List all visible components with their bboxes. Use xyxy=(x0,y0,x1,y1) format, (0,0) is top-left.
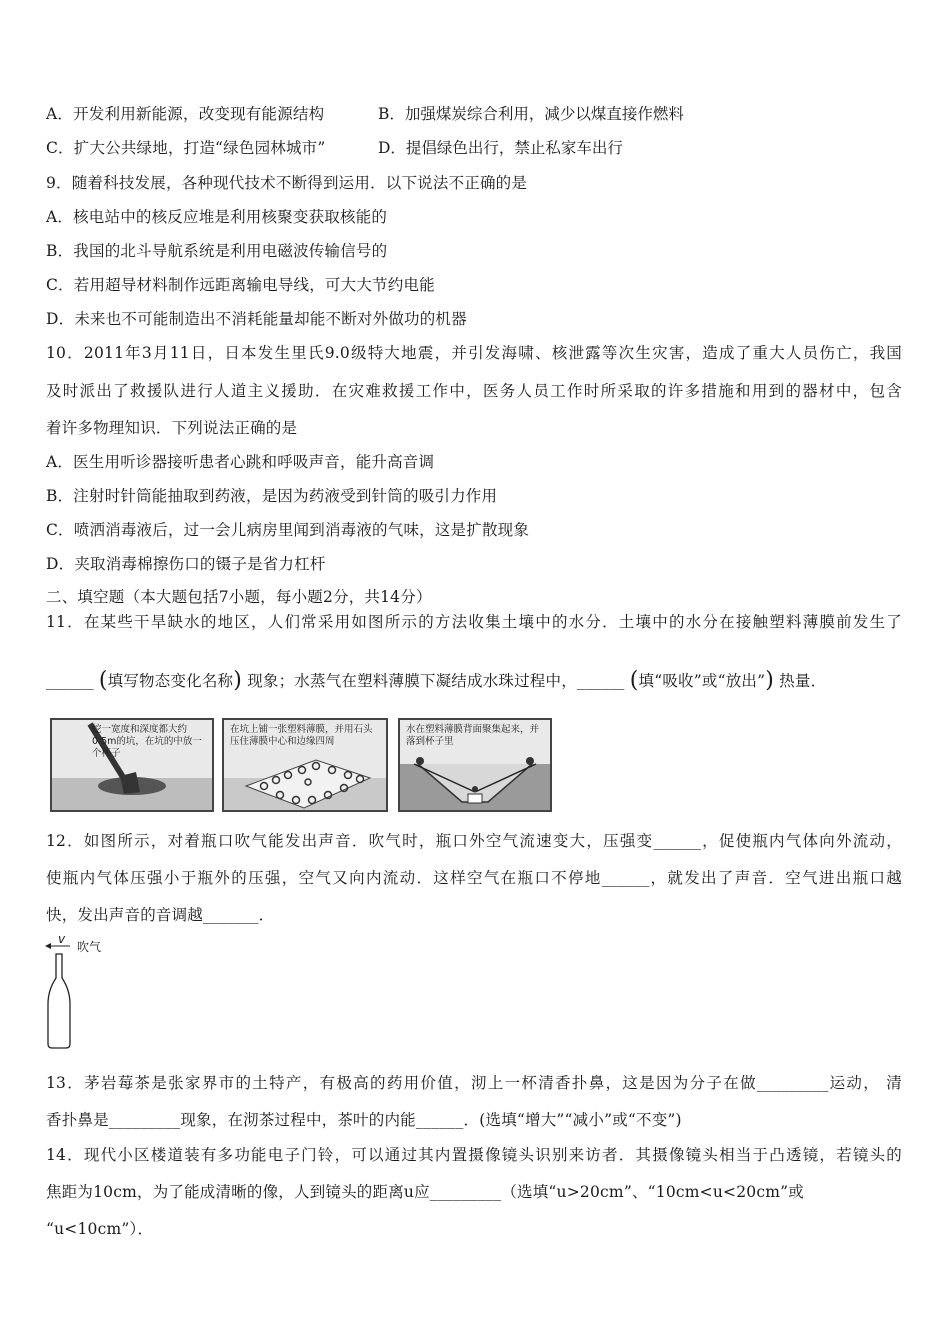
q8-option-d: D．提倡绿色出行，禁止私家车出行 xyxy=(378,139,623,157)
q11-stem-line1: 11．在某些干旱缺水的地区，人们常采用如图所示的方法收集土壤中的水分．土壤中的水分在接触塑料薄膜前发生了 xyxy=(46,613,902,631)
q10-stem-line1: 10．2011年3月11日，日本发生里氏9.0级特大地震，并引发海啸、核泄露等次生灾害，造成了重大人员伤亡，我国 xyxy=(46,344,902,362)
q10-stem-line2: 及时派出了救援队进行人道主义援助．在灾难救援工作中，医务人员工作时所采取的许多措施和用到的器材中，包含 xyxy=(46,382,902,400)
q12-line2: 使瓶内气体压强小于瓶外的压强，空气又向内流动．这样空气在瓶口不停地______，就发出了声音．空气进出瓶口越 xyxy=(46,869,902,887)
q11-paren1-close: ) xyxy=(233,668,243,693)
q14-line2: 焦距为10cm，为了能成清晰的像，人到镜头的距离u应_________（选填“u>20cm”、“10cm<u<20cm”或 xyxy=(46,1183,804,1201)
q11-hint1: 填写物态变化名称 xyxy=(107,672,234,690)
q14-line1: 14．现代小区楼道装有多功能电子门铃，可以通过其内置摄像镜头识别来访者．其摄像镜头相当于凸透镜，若镜头的 xyxy=(46,1146,902,1164)
q10-option-b: B．注射时针筒能抽取到药液，是因为药液受到针筒的吸引力作用 xyxy=(46,487,498,505)
q9-option-b: B．我国的北斗导航系统是利用电磁波传输信号的 xyxy=(46,242,388,260)
q8-option-a: A．开发利用新能源，改变现有能源结构 xyxy=(46,105,325,123)
q11-blank2: ______ xyxy=(576,672,625,690)
q10-option-c: C．喷洒消毒液后，过一会儿病房里闻到消毒液的气味，这是扩散现象 xyxy=(46,521,530,539)
q9-option-d: D．未来也不可能制造出不消耗能量却能不断对外做功的机器 xyxy=(46,310,467,328)
q11-paren2-open: ( xyxy=(629,668,639,693)
section2-title: 二、填空题（本大题包括7小题，每小题2分，共14分） xyxy=(46,588,432,606)
q12-blow-label: 吹气 xyxy=(77,940,102,954)
q11-figure-cover-film xyxy=(222,718,388,812)
q14-line3: “u<10cm”）． xyxy=(46,1220,154,1238)
q10-stem-line3: 着许多物理知识．下列说法正确的是 xyxy=(46,419,298,437)
q11-figure2-caption: 在坑上铺一张塑料薄膜，并用石头压住薄膜中心和边缘四周 xyxy=(230,724,373,747)
q8-option-c: C．扩大公共绿地，打造“绿色园林城市” xyxy=(46,139,326,157)
q11-figure-dig-pit xyxy=(50,718,214,812)
q10-option-a: A．医生用听诊器接听患者心跳和呼吸声音，能升高音调 xyxy=(46,453,435,471)
q12-line1: 12．如图所示，对着瓶口吹气能发出声音．吹气时，瓶口外空气流速变大，压强变______，促使瓶内气体向外流动， xyxy=(46,832,902,850)
q9-stem: 9．随着科技发展，各种现代技术不断得到运用．以下说法不正确的是 xyxy=(46,174,528,192)
q11-figure1-caption: 挖一宽度和深度都大约0.5m的坑，在坑的中放一个杯子 xyxy=(92,724,202,759)
q11-paren1-open: ( xyxy=(98,668,108,693)
q13-line1: 13．茅岩莓茶是张家界市的土特产，有极高的药用价值，沏上一杯清香扑鼻，这是因为分子在做_________运动， 清 xyxy=(46,1074,902,1092)
q9-option-a: A．核电站中的核反应堆是利用核聚变获取核能的 xyxy=(46,208,388,226)
q12-bottle-figure xyxy=(40,932,120,1052)
q9-option-c: C．若用超导材料制作远距离输电导线，可大大节约电能 xyxy=(46,276,435,294)
q11-paren2-close: ) xyxy=(765,668,775,693)
q11-figure-collect-water xyxy=(398,718,552,812)
q11-hint2: 填“吸收”或“放出” xyxy=(638,672,766,690)
q11-figure3-caption: 水在塑料薄膜背面聚集起来，并落到杯子里 xyxy=(406,724,540,747)
q11-stem-line2 xyxy=(46,668,826,693)
q11-mid-text: 现象；水蒸气在塑料薄膜下凝结成水珠过程中， xyxy=(247,672,577,690)
q11-blank1: ______ xyxy=(46,672,94,690)
q12-line3: 快，发出声音的音调越_______． xyxy=(46,906,275,924)
q10-option-d: D．夹取消毒棉擦伤口的镊子是省力杠杆 xyxy=(46,555,326,573)
q12-velocity-label: v xyxy=(58,932,66,946)
q8-option-b: B．加强煤炭综合利用，减少以煤直接作燃料 xyxy=(378,105,684,123)
q13-line2: 香扑鼻是_________现象，在沏茶过程中，茶叶的内能______．(选填“增大”“减小”或“不变”) xyxy=(46,1111,682,1129)
q11-end-text: 热量． xyxy=(779,672,827,690)
